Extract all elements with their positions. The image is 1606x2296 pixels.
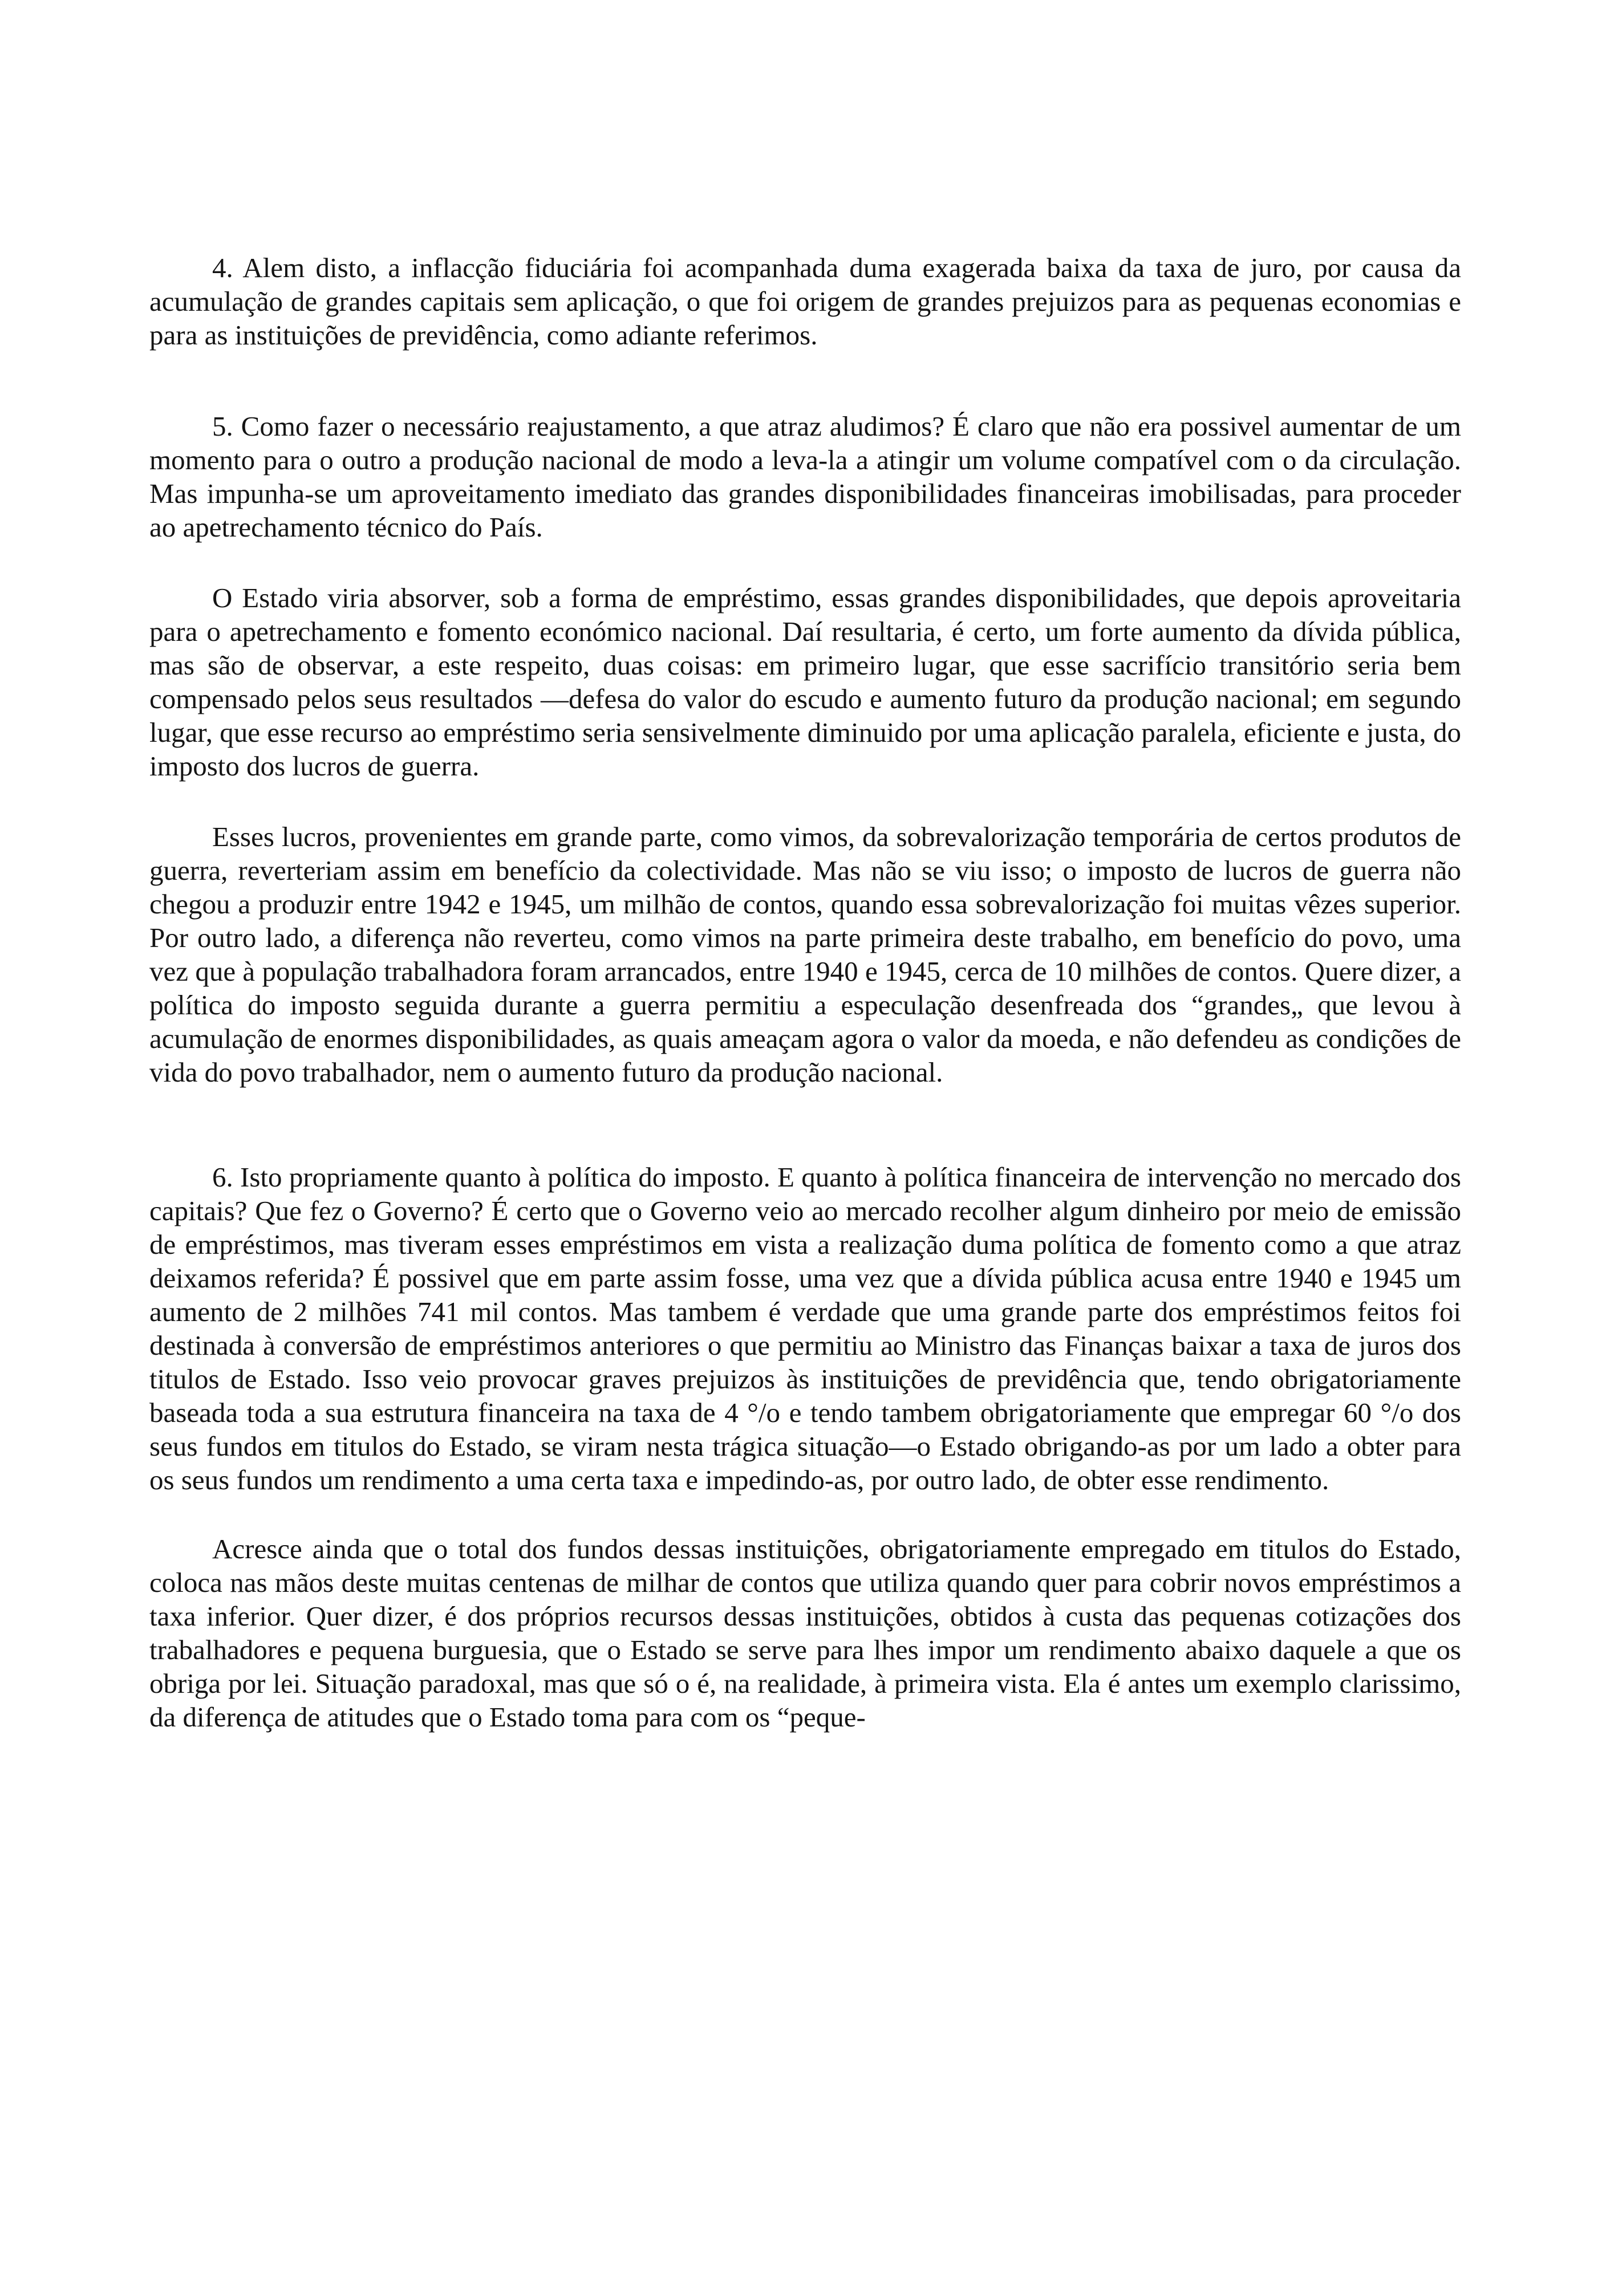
document-page (149, 251, 1461, 2212)
paragraph-number: 4. (212, 252, 233, 283)
paragraph-text: Como fazer o necessário reajustamento, a que atraz aludimos? É claro que não era possivel aumentar de um momento para o outro a produção nacional de modo a leva-la a atingir um volume compatível com o da circulação. Mas impunha-se um aproveitamento imediato das grandes disponibilidades financeiras imobilisadas, para proceder ao apetrechamento técnico do País. (149, 411, 1462, 543)
paragraph-text: Acresce ainda que o total dos fundos dessas instituições, obrigatoriamente empregado em titulos do Estado, coloca nas mãos deste muitas centenas de milhar de contos que utiliza quando quer para cobrir novos empréstimos a taxa inferior. Quer dizer, é dos próprios recursos dessas instituições, obtidos à custa das pequenas cotizações dos trabalhadores e pequena burguesia, que o Estado se serve para lhes impor um rendimento abaixo daquele a que os obriga por lei. Situação paradoxal, mas que só o é, na realidade, à primeira vista. Ela é antes um exemplo clarissimo, da diferença de atitudes que o Estado toma para com os “peque- (149, 1533, 1461, 1733)
paragraph-5 (149, 409, 1461, 544)
paragraph-4 (149, 251, 1461, 352)
paragraph-acresce (149, 1532, 1461, 1734)
paragraph-estado-emprestimo (149, 581, 1461, 783)
paragraph-number: 5. (212, 411, 233, 442)
paragraph-text: O Estado viria absorver, sob a forma de empréstimo, essas grandes disponibilidades, que depois aproveitaria para o apetrechamento e fomento económico nacional. Daí resultaria, é certo, um forte aumento da dívida pública, mas são de observar, a este respeito, duas coisas: em primeiro lugar, que esse sacrifício transitório seria bem compensado pelos seus resultados —defesa do valor do escudo e aumento futuro da produção nacional; em segundo lugar, que esse recurso ao empréstimo seria sensivelmente diminuido por uma aplicação paralela, eficiente e justa, do imposto dos lucros de guerra. (149, 582, 1461, 782)
paragraph-6 (149, 1160, 1461, 1497)
paragraph-lucros-guerra (149, 820, 1461, 1089)
paragraph-text: Esses lucros, provenientes em grande parte, como vimos, da sobrevalorização temporária de certos produtos de guerra, reverteriam assim em benefício da colectividade. Mas não se viu isso; o imposto de lucros de guerra não chegou a produzir entre 1942 e 1945, um milhão de contos, quando essa sobrevalorização foi muitas vêzes superior. Por outro lado, a diferença não reverteu, como vimos na parte primeira deste trabalho, em benefício do povo, uma vez que à população trabalhadora foram arrancados, entre 1940 e 1945, cerca de 10 milhões de contos. Quere dizer, a política do imposto seguida durante a guerra permitiu a especulação desenfreada dos “grandes„ que levou à acumulação de enormes disponibilidades, as quais ameaçam agora o valor da moeda, e não defendeu as condições de vida do povo trabalhador, nem o aumento futuro da produção nacional. (149, 821, 1461, 1088)
paragraph-text: Alem disto, a inflacção fiduciária foi acompanhada duma exagerada baixa da taxa de juro, por causa da acumulação de grandes capitais sem aplicação, o que foi origem de grandes prejuizos para as pequenas economias e para as instituições de previdência, como adiante referimos. (149, 252, 1462, 351)
paragraph-number: 6. (212, 1161, 233, 1193)
paragraph-text: Isto propriamente quanto à política do imposto. E quanto à política financeira de intervenção no mercado dos capitais? Que fez o Governo? É certo que o Governo veio ao mercado recolher algum dinheiro por meio de emissão de empréstimos, mas tiveram esses empréstimos em vista a realização duma política de fomento como a que atraz deixamos referida? É possivel que em parte assim fosse, uma vez que a dívida pública acusa entre 1940 e 1945 um aumento de 2 milhões 741 mil contos. Mas tambem é verdade que uma grande parte dos empréstimos feitos foi destinada à conversão de empréstimos anteriores o que permitiu ao Ministro das Finanças baixar a taxa de juros dos titulos de Estado. Isso veio provocar graves prejuizos às instituições de previdência que, tendo obrigatoriamente baseada toda a sua estrutura financeira na taxa de 4 °/o e tendo tambem obrigatoriamente que empregar 60 °/o dos seus fundos em titulos do Estado, se viram nesta trágica situação—o Estado obrigando-as por um lado a obter para os seus fundos um rendimento a uma certa taxa e impedindo-as, por outro lado, de obter esse rendimento. (149, 1161, 1461, 1496)
